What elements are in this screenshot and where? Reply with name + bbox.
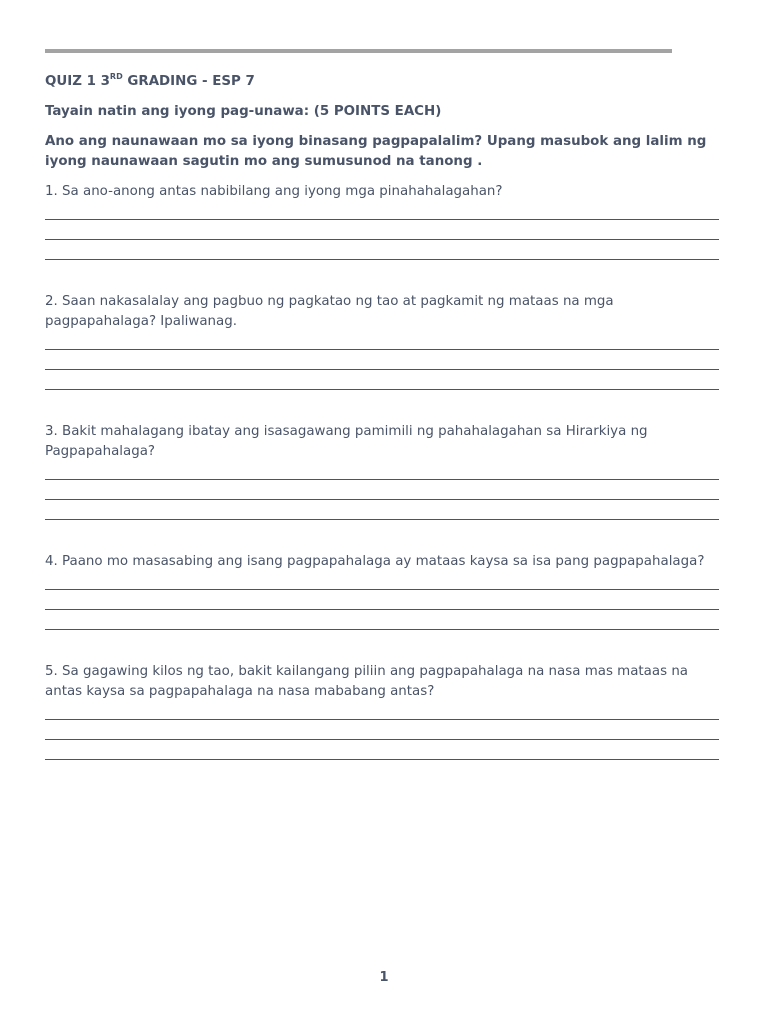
question-3 — [45, 422, 721, 522]
quiz-title-superscript: RD — [109, 71, 123, 81]
quiz-title-suffix: GRADING - ESP 7 — [122, 74, 255, 89]
answer-line[interactable] — [45, 462, 719, 482]
answer-line[interactable] — [45, 722, 719, 742]
answer-line[interactable] — [45, 482, 719, 502]
answer-line[interactable] — [45, 352, 719, 372]
question-text: 1. Sa ano-anong antas nabibilang ang iyong mga pinahahalagahan? — [45, 184, 503, 199]
answer-line[interactable] — [45, 242, 719, 262]
answer-line[interactable] — [45, 742, 719, 762]
answer-line[interactable] — [45, 592, 719, 612]
answer-line[interactable] — [45, 372, 719, 392]
question-text: 5. Sa gagawing kilos ng tao, bakit kailangang piliin ang pagpapahalaga na nasa mas mataas na antas kaysa sa pagpapahalaga na nasa mababang antas? — [45, 664, 689, 699]
question-text: 4. Paano mo masasabing ang isang pagpapahalaga ay mataas kaysa sa isa pang pagpapahalaga? — [45, 554, 705, 569]
document-body — [45, 72, 721, 762]
answer-line[interactable] — [45, 202, 719, 222]
answer-line[interactable] — [45, 222, 719, 242]
page-number: 1 — [379, 970, 389, 985]
answer-line[interactable] — [45, 702, 719, 722]
quiz-title — [45, 72, 721, 92]
answer-line[interactable] — [45, 572, 719, 592]
answer-area[interactable] — [45, 572, 721, 632]
answer-line[interactable] — [45, 332, 719, 352]
header-rule — [45, 49, 672, 53]
answer-area[interactable] — [45, 462, 721, 522]
question-2 — [45, 292, 721, 392]
answer-area[interactable] — [45, 702, 721, 762]
instruction-text: Tayain natin ang iyong pag-unawa: (5 POINTS EACH) — [45, 104, 442, 119]
question-1 — [45, 182, 721, 262]
question-5 — [45, 662, 721, 762]
quiz-title-prefix: QUIZ 1 3 — [45, 74, 110, 89]
answer-area[interactable] — [45, 332, 721, 392]
prompt-text: Ano ang naunawaan mo sa iyong binasang pagpapalalim? Upang masubok ang lalim ng iyong naunawaan sagutin mo ang sumusunod na tanong . — [45, 134, 707, 169]
question-text: 2. Saan nakasalalay ang pagbuo ng pagkatao ng tao at pagkamit ng mataas na mga pagpapahalaga? Ipaliwanag. — [45, 294, 614, 329]
question-text: 3. Bakit mahalagang ibatay ang isasagawang pamimili ng pahahalagahan sa Hirarkiya ng Pagpapahalaga? — [45, 424, 648, 459]
answer-line[interactable] — [45, 502, 719, 522]
question-4 — [45, 552, 721, 632]
answer-area[interactable] — [45, 202, 721, 262]
answer-line[interactable] — [45, 612, 719, 632]
